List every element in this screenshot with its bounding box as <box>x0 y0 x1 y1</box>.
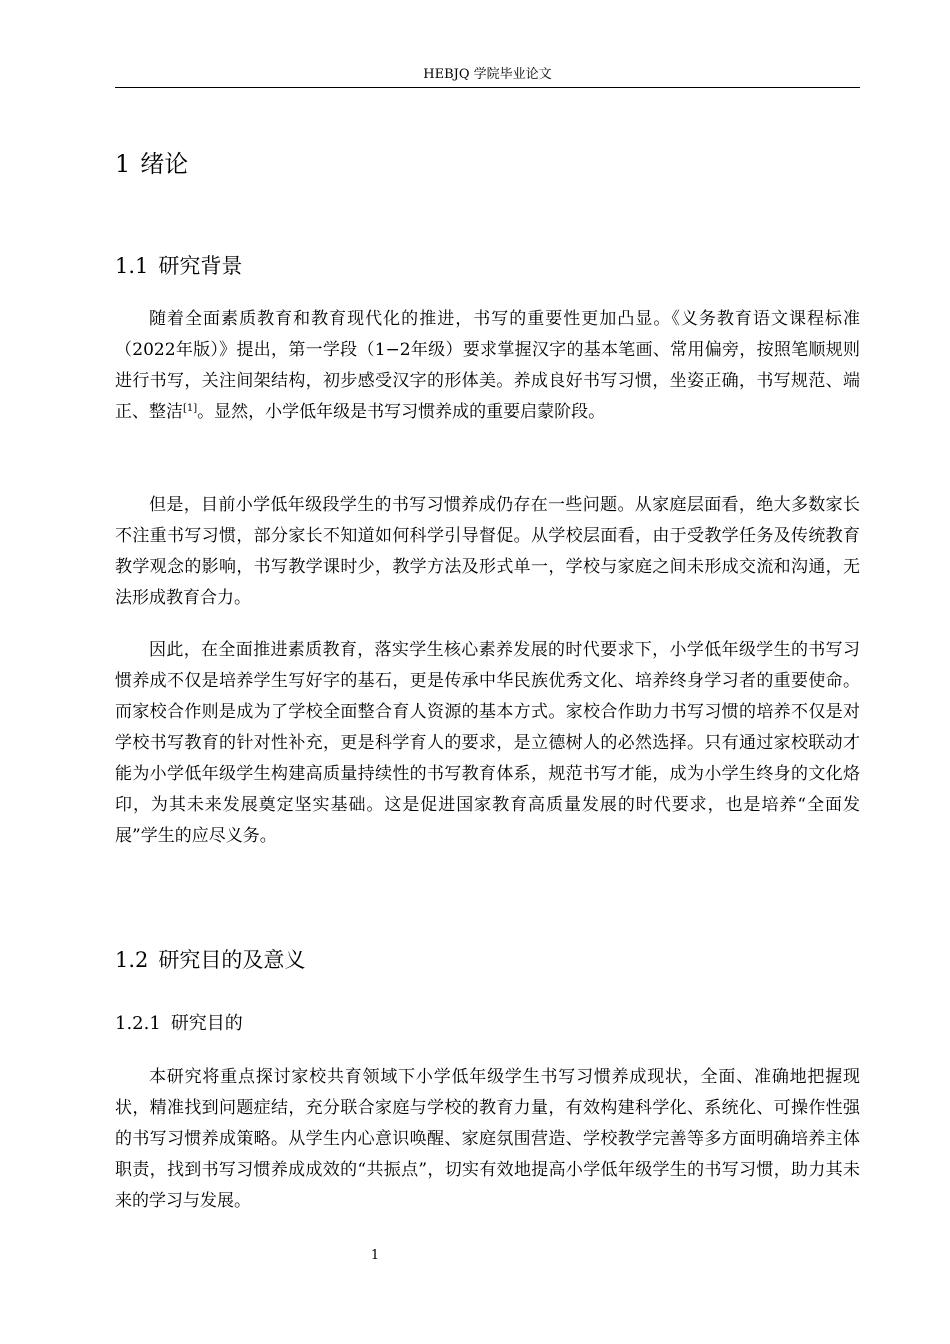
chapter-title: 绪论 <box>140 150 189 178</box>
citation: [1] <box>183 403 198 414</box>
section-heading-1-2 <box>115 946 305 974</box>
header-rule <box>115 87 860 88</box>
section-title: 研究背景 <box>158 254 243 278</box>
chapter-number: 1 <box>115 150 131 178</box>
section-number: 1.1 <box>115 254 149 278</box>
paragraph-background-1: 随着全面素质教育和教育现代化的推进，书写的重要性更加凸显。《义务教育语文课程标准（2022年版）》提出，第一学段（1−2年级）要求掌握汉字的基本笔画、常用偏旁，按照笔顺规则进行书写，关注间架结构，初步感受汉字的形体美。养成良好书写习惯，坐姿正确，书写规范、端正、整洁[1]。显然，小学低年级是书写习惯养成的重要启蒙阶段。 <box>115 309 860 422</box>
page-number: 1 <box>370 1248 380 1263</box>
section-heading-1-1 <box>115 252 242 280</box>
subsection-title: 研究目的 <box>170 1013 243 1034</box>
subsection-heading-1-2-1 <box>115 1011 243 1037</box>
paragraph-background-3: 因此，在全面推进素质教育，落实学生核心素养发展的时代要求下，小学低年级学生的书写习惯养成不仅是培养学生写好字的基石，更是传承中华民族优秀文化、培养终身学习者的重要使命。而家校合作则是成为了学校全面整合育人资源的基本方式。家校合作助力书写习惯的培养不仅是对学校书写教育的针对性补充，更是科学育人的要求，是立德树人的必然选择。只有通过家校联动才能为小学低年级学生构建高质量持续性的书写教育体系，规范书写才能，成为小学生终身的文化烙印，为其未来发展奠定坚实基础。这是促进国家教育高质量发展的时代要求，也是培养“全面发展”学生的应尽义务。 <box>115 640 860 846</box>
subsection-number: 1.2.1 <box>115 1013 161 1034</box>
chapter-heading <box>115 148 188 180</box>
running-header: HEBJQ 学院毕业论文 <box>423 67 552 82</box>
paragraph-background-2: 但是，目前小学低年级段学生的书写习惯养成仍存在一些问题。从家庭层面看，绝大多数家长不注重书写习惯，部分家长不知道如何科学引导督促。从学校层面看，由于受教学任务及传统教育教学观念的影响，书写教学课时少，教学方法及形式单一，学校与家庭之间未形成交流和沟通，无法形成教育合力。 <box>115 495 860 608</box>
paragraph-purpose-1: 本研究将重点探讨家校共育领域下小学低年级学生书写习惯养成现状，全面、准确地把握现状，精准找到问题症结，充分联合家庭与学校的教育力量，有效构建科学化、系统化、可操作性强的书写习惯养成策略。从学生内心意识唤醒、家庭氛围营造、学校教学完善等多方面明确培养主体职责，找到书写习惯养成成效的“共振点”，切实有效地提高小学低年级学生的书写习惯，助力其未来的学习与发展。 <box>115 1067 860 1211</box>
section-number: 1.2 <box>115 948 149 972</box>
section-title: 研究目的及意义 <box>158 948 306 972</box>
